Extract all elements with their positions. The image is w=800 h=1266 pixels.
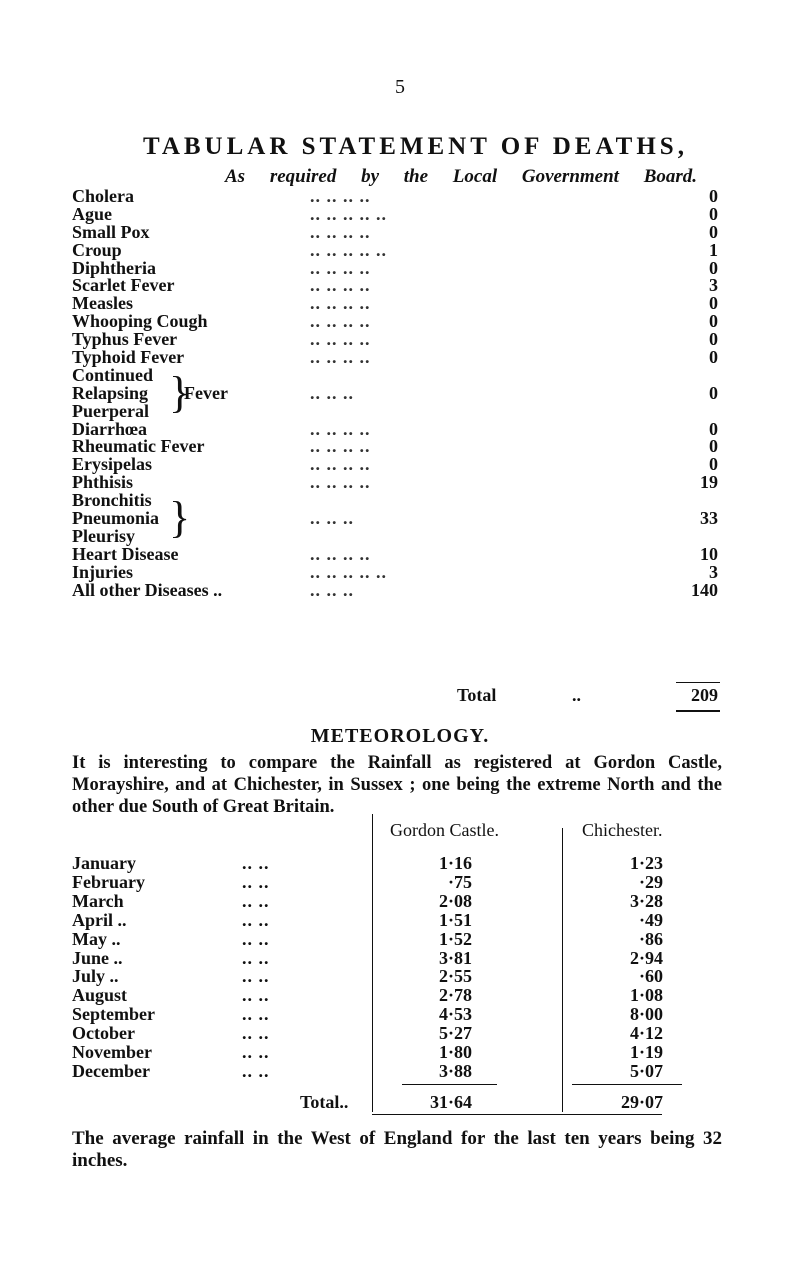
leader-dots: .. .. bbox=[242, 1004, 270, 1025]
total-underline bbox=[676, 710, 720, 712]
rainfall-total-row bbox=[72, 1092, 732, 1112]
leader-dots: .. .. .. .. bbox=[310, 472, 371, 493]
total-label: Total bbox=[457, 685, 497, 705]
death-count: 1 bbox=[709, 239, 718, 260]
leader-dots: .. .. bbox=[242, 928, 270, 949]
gordon-rainfall: 2·08 bbox=[438, 890, 472, 911]
leader-dots: .. .. bbox=[242, 966, 270, 987]
month-row bbox=[72, 873, 732, 892]
death-count: 0 bbox=[709, 329, 718, 350]
death-count: 0 bbox=[709, 221, 718, 242]
gordon-rainfall: ·75 bbox=[447, 871, 472, 892]
cause-name: Typhoid Fever bbox=[72, 347, 185, 368]
gordon-rainfall: 5·27 bbox=[438, 1023, 472, 1044]
death-count: 0 bbox=[709, 418, 718, 439]
month-row bbox=[72, 1043, 732, 1062]
leader-dots: .. .. .. .. bbox=[310, 418, 371, 439]
gordon-rainfall: 1·51 bbox=[438, 909, 472, 930]
month-name: December bbox=[72, 1060, 150, 1081]
month-name: March bbox=[72, 890, 124, 911]
total-rule bbox=[676, 682, 720, 683]
gordon-rainfall: 2·78 bbox=[438, 985, 472, 1006]
total-chichester: 29·07 bbox=[620, 1092, 663, 1112]
total-value: 209 bbox=[691, 685, 718, 705]
chichester-rainfall: 2·94 bbox=[629, 947, 663, 968]
death-count: 0 bbox=[709, 186, 718, 206]
leader-dots: .. .. .. bbox=[310, 382, 354, 403]
cause-name: Typhus Fever bbox=[72, 329, 178, 350]
brace-mark: } bbox=[169, 493, 191, 543]
leader-dots: .. .. bbox=[242, 1060, 270, 1081]
leader-dots: .. .. .. .. bbox=[310, 311, 371, 332]
leader-dots: .. .. bbox=[242, 985, 270, 1006]
month-name: May .. bbox=[72, 928, 121, 949]
page-title: TABULAR STATEMENT OF DEATHS, bbox=[143, 133, 688, 160]
month-row bbox=[72, 1024, 732, 1043]
group-cause-name: Continued bbox=[72, 364, 154, 385]
month-name: January bbox=[72, 853, 137, 873]
death-count: 0 bbox=[709, 203, 718, 224]
leader-dots: .. .. .. .. bbox=[310, 275, 371, 296]
page-subtitle: As required by the Local Government Board. bbox=[225, 166, 698, 187]
leader-dots: .. .. bbox=[242, 853, 270, 873]
cause-name: Injuries bbox=[72, 561, 134, 582]
bottom-rule bbox=[372, 1114, 662, 1115]
cause-name: Whooping Cough bbox=[72, 311, 208, 332]
gordon-rainfall: 3·88 bbox=[438, 1060, 472, 1081]
chichester-rainfall: ·86 bbox=[638, 928, 663, 949]
death-count: 0 bbox=[709, 347, 718, 368]
total-label: Total.. bbox=[300, 1092, 349, 1112]
month-name: June .. bbox=[72, 947, 123, 968]
death-count: 0 bbox=[709, 293, 718, 314]
death-count: 0 bbox=[709, 454, 718, 475]
group-cause-name: Pleurisy bbox=[72, 525, 135, 546]
chichester-rainfall: ·60 bbox=[638, 966, 663, 987]
leader-dots: .. .. bbox=[242, 1023, 270, 1044]
month-name: October bbox=[72, 1023, 135, 1044]
cause-name: Croup bbox=[72, 239, 122, 260]
gordon-rainfall: 3·81 bbox=[438, 947, 472, 968]
gordon-rainfall: 1·16 bbox=[438, 853, 472, 873]
chichester-rainfall: 5·07 bbox=[629, 1060, 663, 1081]
sum-rule bbox=[572, 1084, 682, 1085]
cause-name: Diphtheria bbox=[72, 257, 157, 278]
cause-name: Scarlet Fever bbox=[72, 275, 175, 296]
death-count: 3 bbox=[709, 561, 718, 582]
death-row bbox=[72, 221, 718, 242]
column-header-chichester: Chichester. bbox=[582, 820, 663, 840]
chichester-rainfall: 4·12 bbox=[629, 1023, 663, 1044]
leader-dots: .. .. .. .. bbox=[310, 543, 371, 564]
leader-dots: .. .. .. .. bbox=[310, 436, 371, 457]
cause-name: Diarrhœa bbox=[72, 418, 147, 439]
death-count: 0 bbox=[709, 436, 718, 457]
cause-name: Rheumatic Fever bbox=[72, 436, 205, 457]
death-row bbox=[72, 203, 718, 224]
leader-dots: .. .. .. .. bbox=[310, 257, 371, 278]
leader-dots: .. .. .. .. bbox=[310, 347, 371, 368]
month-name: July .. bbox=[72, 966, 119, 987]
cause-name: Phthisis bbox=[72, 472, 134, 493]
chichester-rainfall: 1·08 bbox=[629, 985, 663, 1006]
chichester-rainfall: 3·28 bbox=[629, 890, 663, 911]
death-count: 3 bbox=[709, 275, 718, 296]
death-row bbox=[72, 438, 718, 456]
month-name: February bbox=[72, 871, 145, 892]
leader-dots: .. .. .. .. bbox=[310, 329, 371, 350]
fever-group-row bbox=[72, 364, 718, 421]
death-count: 0 bbox=[709, 382, 718, 403]
chichester-rainfall: 1·19 bbox=[629, 1042, 663, 1062]
leader-dots: .. .. bbox=[242, 1042, 270, 1062]
gordon-rainfall: 1·52 bbox=[438, 928, 472, 949]
month-row bbox=[72, 986, 732, 1005]
deaths-table bbox=[72, 188, 718, 600]
leader-dots: .. bbox=[572, 685, 581, 705]
meteorology-heading: METEOROLOGY. bbox=[310, 725, 490, 747]
cause-name: All other Diseases .. bbox=[72, 579, 223, 600]
leader-dots: .. .. bbox=[242, 890, 270, 911]
group-cause-name: Relapsing bbox=[72, 382, 149, 403]
cause-name: Heart Disease bbox=[72, 543, 179, 564]
month-row bbox=[72, 1005, 732, 1024]
page-number: 5 bbox=[395, 76, 405, 98]
death-count: 0 bbox=[709, 311, 718, 332]
month-row bbox=[72, 854, 732, 873]
month-name: November bbox=[72, 1042, 152, 1062]
month-row bbox=[72, 1062, 732, 1081]
leader-dots: .. .. bbox=[242, 947, 270, 968]
cause-name: Measles bbox=[72, 293, 133, 314]
month-row bbox=[72, 892, 732, 911]
month-row bbox=[72, 930, 732, 949]
leader-dots: .. .. bbox=[242, 909, 270, 930]
column-header-gordon: Gordon Castle. bbox=[390, 820, 499, 840]
death-row bbox=[72, 277, 718, 295]
cause-name: Erysipelas bbox=[72, 454, 153, 475]
month-name: August bbox=[72, 985, 128, 1006]
chichester-rainfall: ·29 bbox=[638, 871, 663, 892]
meteorology-paragraph: It is interesting to compare the Rainfall as registered at Gordon Castle, Morayshire, and at Chichester, in Sussex ; one being the extreme North and the other due South of Great Britain. bbox=[72, 753, 722, 817]
leader-dots: .. .. bbox=[242, 871, 270, 892]
chichester-rainfall: 8·00 bbox=[629, 1004, 663, 1025]
leader-dots: .. .. .. bbox=[310, 508, 354, 529]
leader-dots: .. .. .. bbox=[310, 579, 354, 600]
death-count: 140 bbox=[691, 579, 718, 600]
month-row bbox=[72, 967, 732, 986]
leader-dots: .. .. .. .. .. bbox=[310, 561, 387, 582]
death-row bbox=[72, 239, 718, 260]
death-count: 10 bbox=[700, 543, 718, 564]
death-count: 33 bbox=[700, 508, 718, 529]
leader-dots: .. .. .. .. bbox=[310, 221, 371, 242]
death-row bbox=[72, 188, 718, 206]
chichester-rainfall: ·49 bbox=[638, 909, 663, 930]
group-cause-name: Pneumonia bbox=[72, 508, 160, 529]
gordon-rainfall: 4·53 bbox=[438, 1004, 472, 1025]
chichester-rainfall: 1·23 bbox=[629, 853, 663, 873]
month-name: April .. bbox=[72, 909, 127, 930]
gordon-rainfall: 2·55 bbox=[438, 966, 472, 987]
leader-dots: .. .. .. .. bbox=[310, 293, 371, 314]
group-cause-name: Puerperal bbox=[72, 400, 149, 421]
gordon-rainfall: 1·80 bbox=[438, 1042, 472, 1062]
death-row bbox=[72, 474, 718, 492]
cause-name: Small Pox bbox=[72, 221, 150, 242]
death-row bbox=[72, 579, 718, 600]
death-count: 19 bbox=[700, 472, 718, 493]
deaths-total-row bbox=[72, 684, 718, 706]
month-row bbox=[72, 911, 732, 930]
brace-mark: } bbox=[169, 367, 191, 417]
month-row bbox=[72, 949, 732, 968]
death-row bbox=[72, 456, 718, 474]
total-gordon: 31·64 bbox=[429, 1092, 472, 1112]
cause-name: Ague bbox=[72, 203, 112, 224]
respiratory-group-row bbox=[72, 492, 718, 546]
death-row bbox=[72, 561, 718, 582]
death-row bbox=[72, 349, 718, 367]
month-name: September bbox=[72, 1004, 155, 1025]
leader-dots: .. .. .. .. .. bbox=[310, 203, 387, 224]
rainfall-table bbox=[72, 820, 732, 1110]
death-row bbox=[72, 543, 718, 564]
leader-dots: .. .. .. .. bbox=[310, 454, 371, 475]
group-cause-name: Bronchitis bbox=[72, 490, 152, 511]
death-count: 0 bbox=[709, 257, 718, 278]
footer-text: The average rainfall in the West of England for the last ten years being 32 inches. bbox=[72, 1128, 722, 1171]
leader-dots: .. .. .. .. .. bbox=[310, 239, 387, 260]
leader-dots: .. .. .. .. bbox=[310, 186, 371, 206]
sum-rule bbox=[402, 1084, 497, 1085]
cause-name: Cholera bbox=[72, 186, 134, 206]
group-suffix: Fever bbox=[184, 382, 228, 403]
